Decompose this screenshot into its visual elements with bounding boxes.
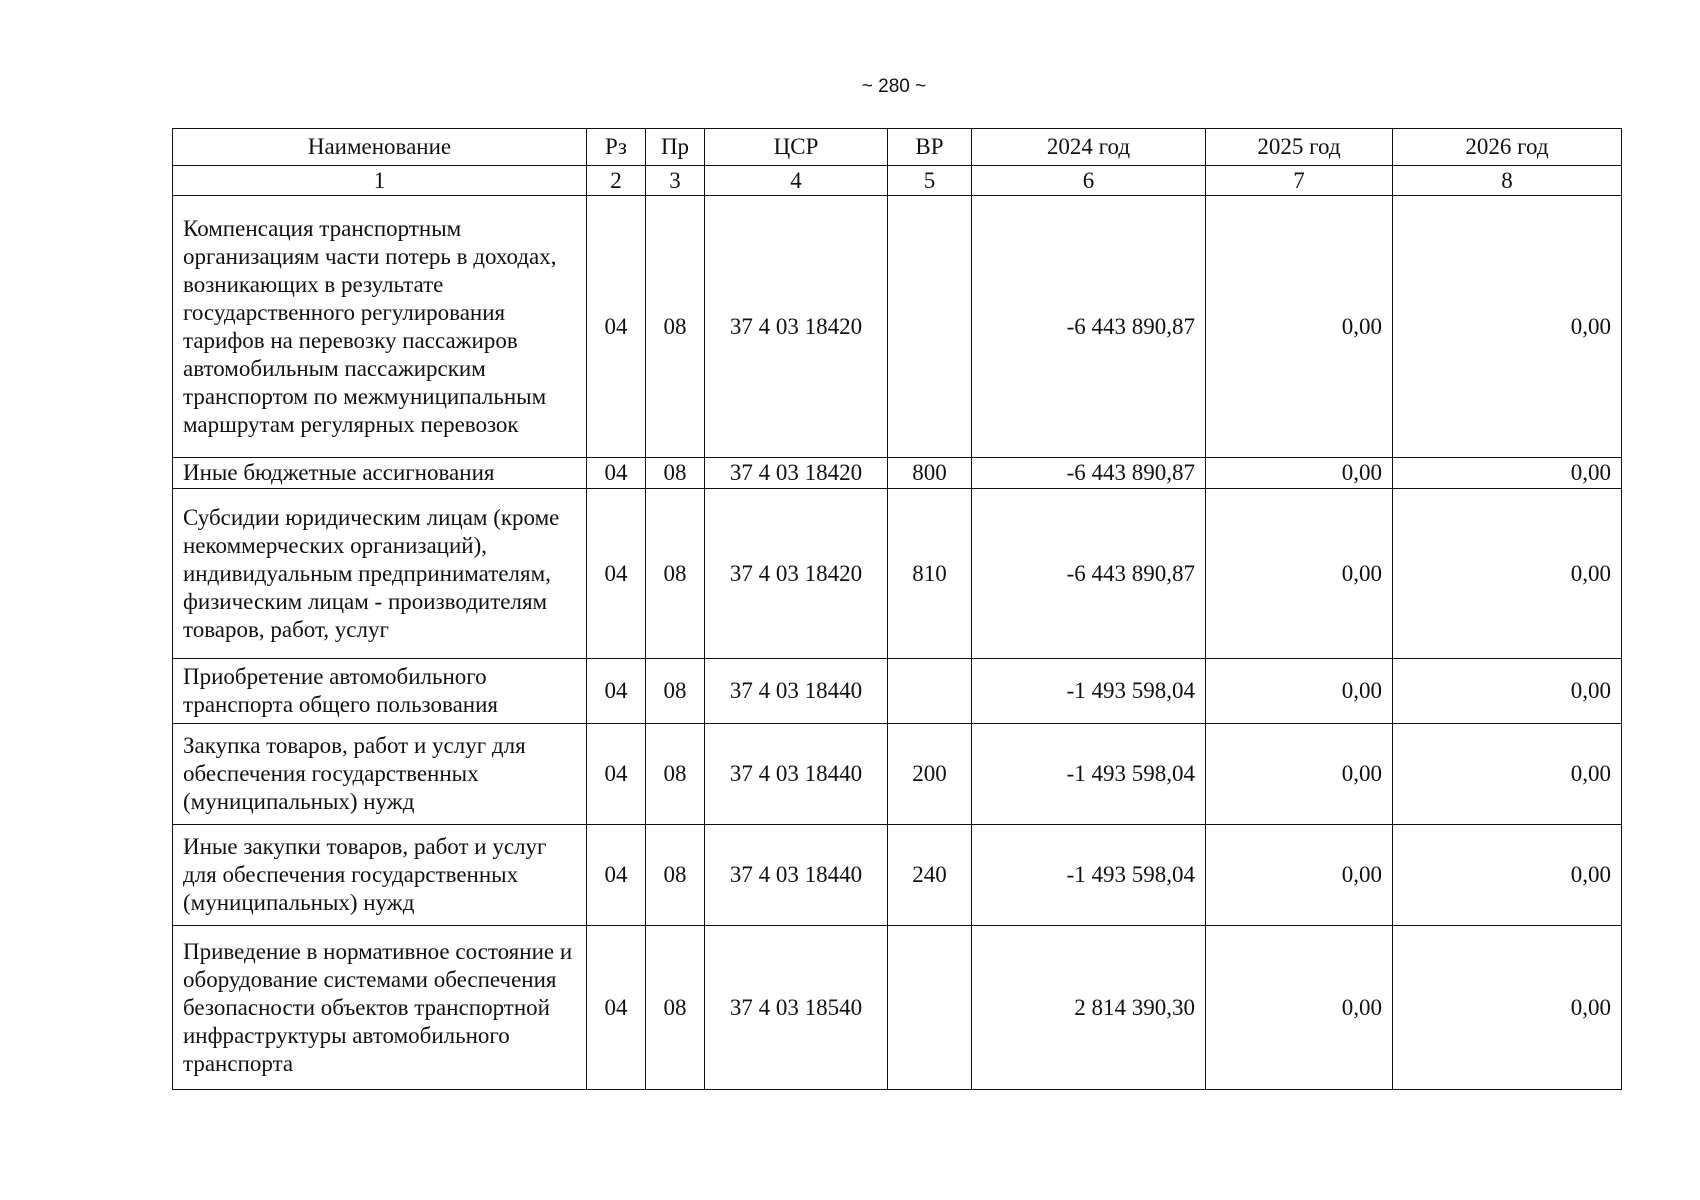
header-vr: ВР: [888, 129, 972, 166]
table-row: [173, 724, 1622, 825]
column-number: 8: [1393, 166, 1622, 196]
row-2024: -1 493 598,04: [972, 724, 1206, 825]
column-number: 7: [1206, 166, 1393, 196]
row-vr: [888, 659, 972, 724]
row-vr: 810: [888, 489, 972, 659]
row-vr: 200: [888, 724, 972, 825]
row-name: Субсидии юридическим лицам (кроме некоммерческих организаций), индивидуальным предпринимателям, физическим лицам - производителям товаров, работ, услуг: [173, 489, 587, 659]
column-number: 3: [646, 166, 705, 196]
row-2026: 0,00: [1393, 659, 1622, 724]
column-number: 1: [173, 166, 587, 196]
row-csr: 37 4 03 18420: [705, 196, 888, 458]
header-2025: 2025 год: [1206, 129, 1393, 166]
row-csr: 37 4 03 18540: [705, 926, 888, 1090]
header-row: [173, 129, 1622, 166]
column-number: 2: [587, 166, 646, 196]
row-csr: 37 4 03 18440: [705, 659, 888, 724]
row-csr: 37 4 03 18440: [705, 724, 888, 825]
row-name: Приведение в нормативное состояние и оборудование системами обеспечения безопасности объектов транспортной инфраструктуры автомобильного транспорта: [173, 926, 587, 1090]
row-rz: 04: [587, 724, 646, 825]
header-csr: ЦСР: [705, 129, 888, 166]
row-pr: 08: [646, 926, 705, 1090]
header-2026: 2026 год: [1393, 129, 1622, 166]
row-name: Закупка товаров, работ и услуг для обеспечения государственных (муниципальных) нужд: [173, 724, 587, 825]
row-rz: 04: [587, 458, 646, 489]
row-2024: -6 443 890,87: [972, 196, 1206, 458]
row-2026: 0,00: [1393, 458, 1622, 489]
table-row: [173, 825, 1622, 926]
row-2026: 0,00: [1393, 489, 1622, 659]
row-rz: 04: [587, 489, 646, 659]
row-name: Иные бюджетные ассигнования: [173, 458, 587, 489]
row-rz: 04: [587, 659, 646, 724]
row-2024: -1 493 598,04: [972, 659, 1206, 724]
column-number: 6: [972, 166, 1206, 196]
row-vr: 240: [888, 825, 972, 926]
row-2026: 0,00: [1393, 926, 1622, 1090]
row-vr: [888, 926, 972, 1090]
header-rz: Рз: [587, 129, 646, 166]
row-2025: 0,00: [1206, 659, 1393, 724]
row-pr: 08: [646, 458, 705, 489]
row-2025: 0,00: [1206, 489, 1393, 659]
row-2026: 0,00: [1393, 196, 1622, 458]
row-pr: 08: [646, 825, 705, 926]
row-2024: -6 443 890,87: [972, 458, 1206, 489]
table-row: [173, 196, 1622, 458]
row-rz: 04: [587, 825, 646, 926]
page-number: ~ 280 ~: [861, 76, 927, 97]
row-2025: 0,00: [1206, 825, 1393, 926]
row-csr: 37 4 03 18420: [705, 489, 888, 659]
row-name: Приобретение автомобильного транспорта общего пользования: [173, 659, 587, 724]
row-name: Иные закупки товаров, работ и услуг для обеспечения государственных (муниципальных) нужд: [173, 825, 587, 926]
header-pr: Пр: [646, 129, 705, 166]
row-pr: 08: [646, 724, 705, 825]
row-2026: 0,00: [1393, 825, 1622, 926]
row-2025: 0,00: [1206, 926, 1393, 1090]
column-number: 5: [888, 166, 972, 196]
row-2024: -6 443 890,87: [972, 489, 1206, 659]
row-vr: [888, 196, 972, 458]
row-vr: 800: [888, 458, 972, 489]
row-name: Компенсация транспортным организациям части потерь в доходах, возникающих в результате государственного регулирования тарифов на перевозку пассажиров автомобильным пассажирским транспортом по межмуниципальным маршрутам регулярных перевозок: [173, 196, 587, 458]
table-row: [173, 659, 1622, 724]
row-rz: 04: [587, 196, 646, 458]
row-2024: 2 814 390,30: [972, 926, 1206, 1090]
row-pr: 08: [646, 196, 705, 458]
row-rz: 04: [587, 926, 646, 1090]
row-csr: 37 4 03 18420: [705, 458, 888, 489]
table-row: [173, 926, 1622, 1090]
row-2025: 0,00: [1206, 458, 1393, 489]
table-row: [173, 489, 1622, 659]
row-csr: 37 4 03 18440: [705, 825, 888, 926]
column-number-row: [173, 166, 1622, 196]
header-2024: 2024 год: [972, 129, 1206, 166]
row-pr: 08: [646, 489, 705, 659]
row-2024: -1 493 598,04: [972, 825, 1206, 926]
column-number: 4: [705, 166, 888, 196]
row-2025: 0,00: [1206, 196, 1393, 458]
row-2026: 0,00: [1393, 724, 1622, 825]
row-pr: 08: [646, 659, 705, 724]
header-name: Наименование: [173, 129, 587, 166]
table-row: [173, 458, 1622, 489]
budget-table: [172, 128, 1622, 1090]
row-2025: 0,00: [1206, 724, 1393, 825]
